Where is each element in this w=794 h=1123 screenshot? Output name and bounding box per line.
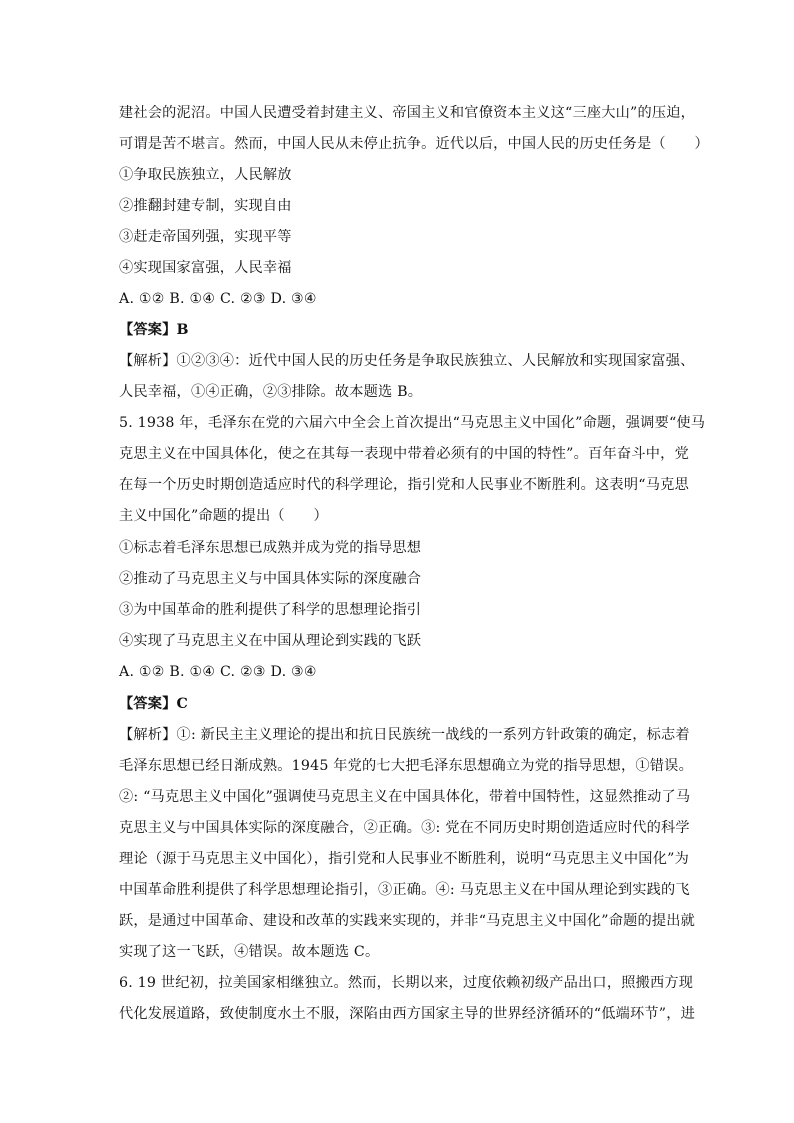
q6-stem-line-1: 6. 19 世纪初，拉美国家相继独立。然而，长期以来，过度依赖初级产品出口，照搬西方现 bbox=[119, 975, 694, 991]
q5-stem-line-2: 克思主义在中国具体化，使之在其每一表现中带着必须有的中国的特性”。百年奋斗中，党 bbox=[119, 446, 689, 462]
q4-option-1: ①争取民族独立，人民解放 bbox=[119, 167, 292, 183]
q5-analysis-line-8: 实现了这一飞跃，④错误。故本题选 C。 bbox=[119, 944, 380, 960]
q5-stem-line-4: 主义中国化”命题的提出（ ） bbox=[119, 508, 328, 524]
q4-stem-line-2: 可谓是苦不堪言。然而，中国人民从未停止抗争。近代以后，中国人民的历史任务是（ ） bbox=[119, 136, 709, 152]
q5-analysis-line-6: 中国革命胜利提供了科学思想理论指引，③正确。④: 马克思主义在中国从理论到实践的飞 bbox=[119, 882, 690, 898]
q5-analysis-line-4: 克思主义与中国具体实际的深度融合，②正确。③: 党在不同历史时期创造适应时代的科学 bbox=[119, 820, 690, 836]
q5-analysis-line-7: 跃，是通过中国革命、建设和改革的实践来实现的，并非“马克思主义中国化”命题的提出就 bbox=[119, 913, 696, 929]
q4-option-2: ②推翻封建专制，实现自由 bbox=[119, 198, 292, 214]
q4-option-3: ③赶走帝国列强，实现平等 bbox=[119, 229, 292, 245]
q6-stem-line-2: 代化发展道路，致使制度水土不服，深陷由西方国家主导的世界经济循环的“低端环节”，进 bbox=[119, 1006, 696, 1022]
q4-answer: 【答案】B bbox=[119, 322, 189, 338]
q4-analysis-line-1: 【解析】①②③④：近代中国人民的历史任务是争取民族独立、人民解放和实现国家富强、 bbox=[119, 353, 695, 369]
q4-stem-line-1: 建社会的泥沼。中国人民遭受着封建主义、帝国主义和官僚资本主义这“三座大山”的压迫， bbox=[119, 105, 696, 121]
q5-answer: 【答案】C bbox=[119, 696, 189, 712]
q5-choices: A. ①② B. ①④ C. ②③ D. ③④ bbox=[119, 664, 317, 680]
q5-option-2: ②推动了马克思主义与中国具体实际的深度融合 bbox=[119, 571, 422, 587]
q4-option-4: ④实现国家富强，人民幸福 bbox=[119, 260, 292, 276]
q5-option-1: ①标志着毛泽东思想已成熟并成为党的指导思想 bbox=[119, 540, 422, 556]
q5-analysis-line-1: 【解析】①: 新民主主义理论的提出和抗日民族统一战线的一系列方针政策的确定，标志着 bbox=[119, 727, 690, 743]
q5-option-3: ③为中国革命的胜利提供了科学的思想理论指引 bbox=[119, 602, 422, 618]
q5-option-4: ④实现了马克思主义在中国从理论到实践的飞跃 bbox=[119, 633, 422, 649]
q5-stem-line-3: 在每一个历史时期创造适应时代的科学理论，指引党和人民事业不断胜利。这表明“马克思 bbox=[119, 477, 689, 493]
q4-choices: A. ①② B. ①④ C. ②③ D. ③④ bbox=[119, 291, 317, 307]
q5-analysis-line-2: 毛泽东思想已经日渐成熟。1945 年党的七大把毛泽东思想确立为党的指导思想，①错误。 bbox=[119, 758, 693, 774]
q5-stem-line-1: 5. 1938 年，毛泽东在党的六届六中全会上首次提出“马克思主义中国化”命题，强调要“使马 bbox=[119, 415, 706, 431]
q5-analysis-line-3: ②: “马克思主义中国化”强调使马克思主义在中国具体化，带着中国特性，这显然推动了马 bbox=[119, 789, 691, 805]
q4-analysis-line-2: 人民幸福，①④正确，②③排除。故本题选 B。 bbox=[119, 384, 423, 400]
q5-analysis-line-5: 理论（源于马克思主义中国化），指引党和人民事业不断胜利，说明“马克思主义中国化”为 bbox=[119, 851, 689, 867]
